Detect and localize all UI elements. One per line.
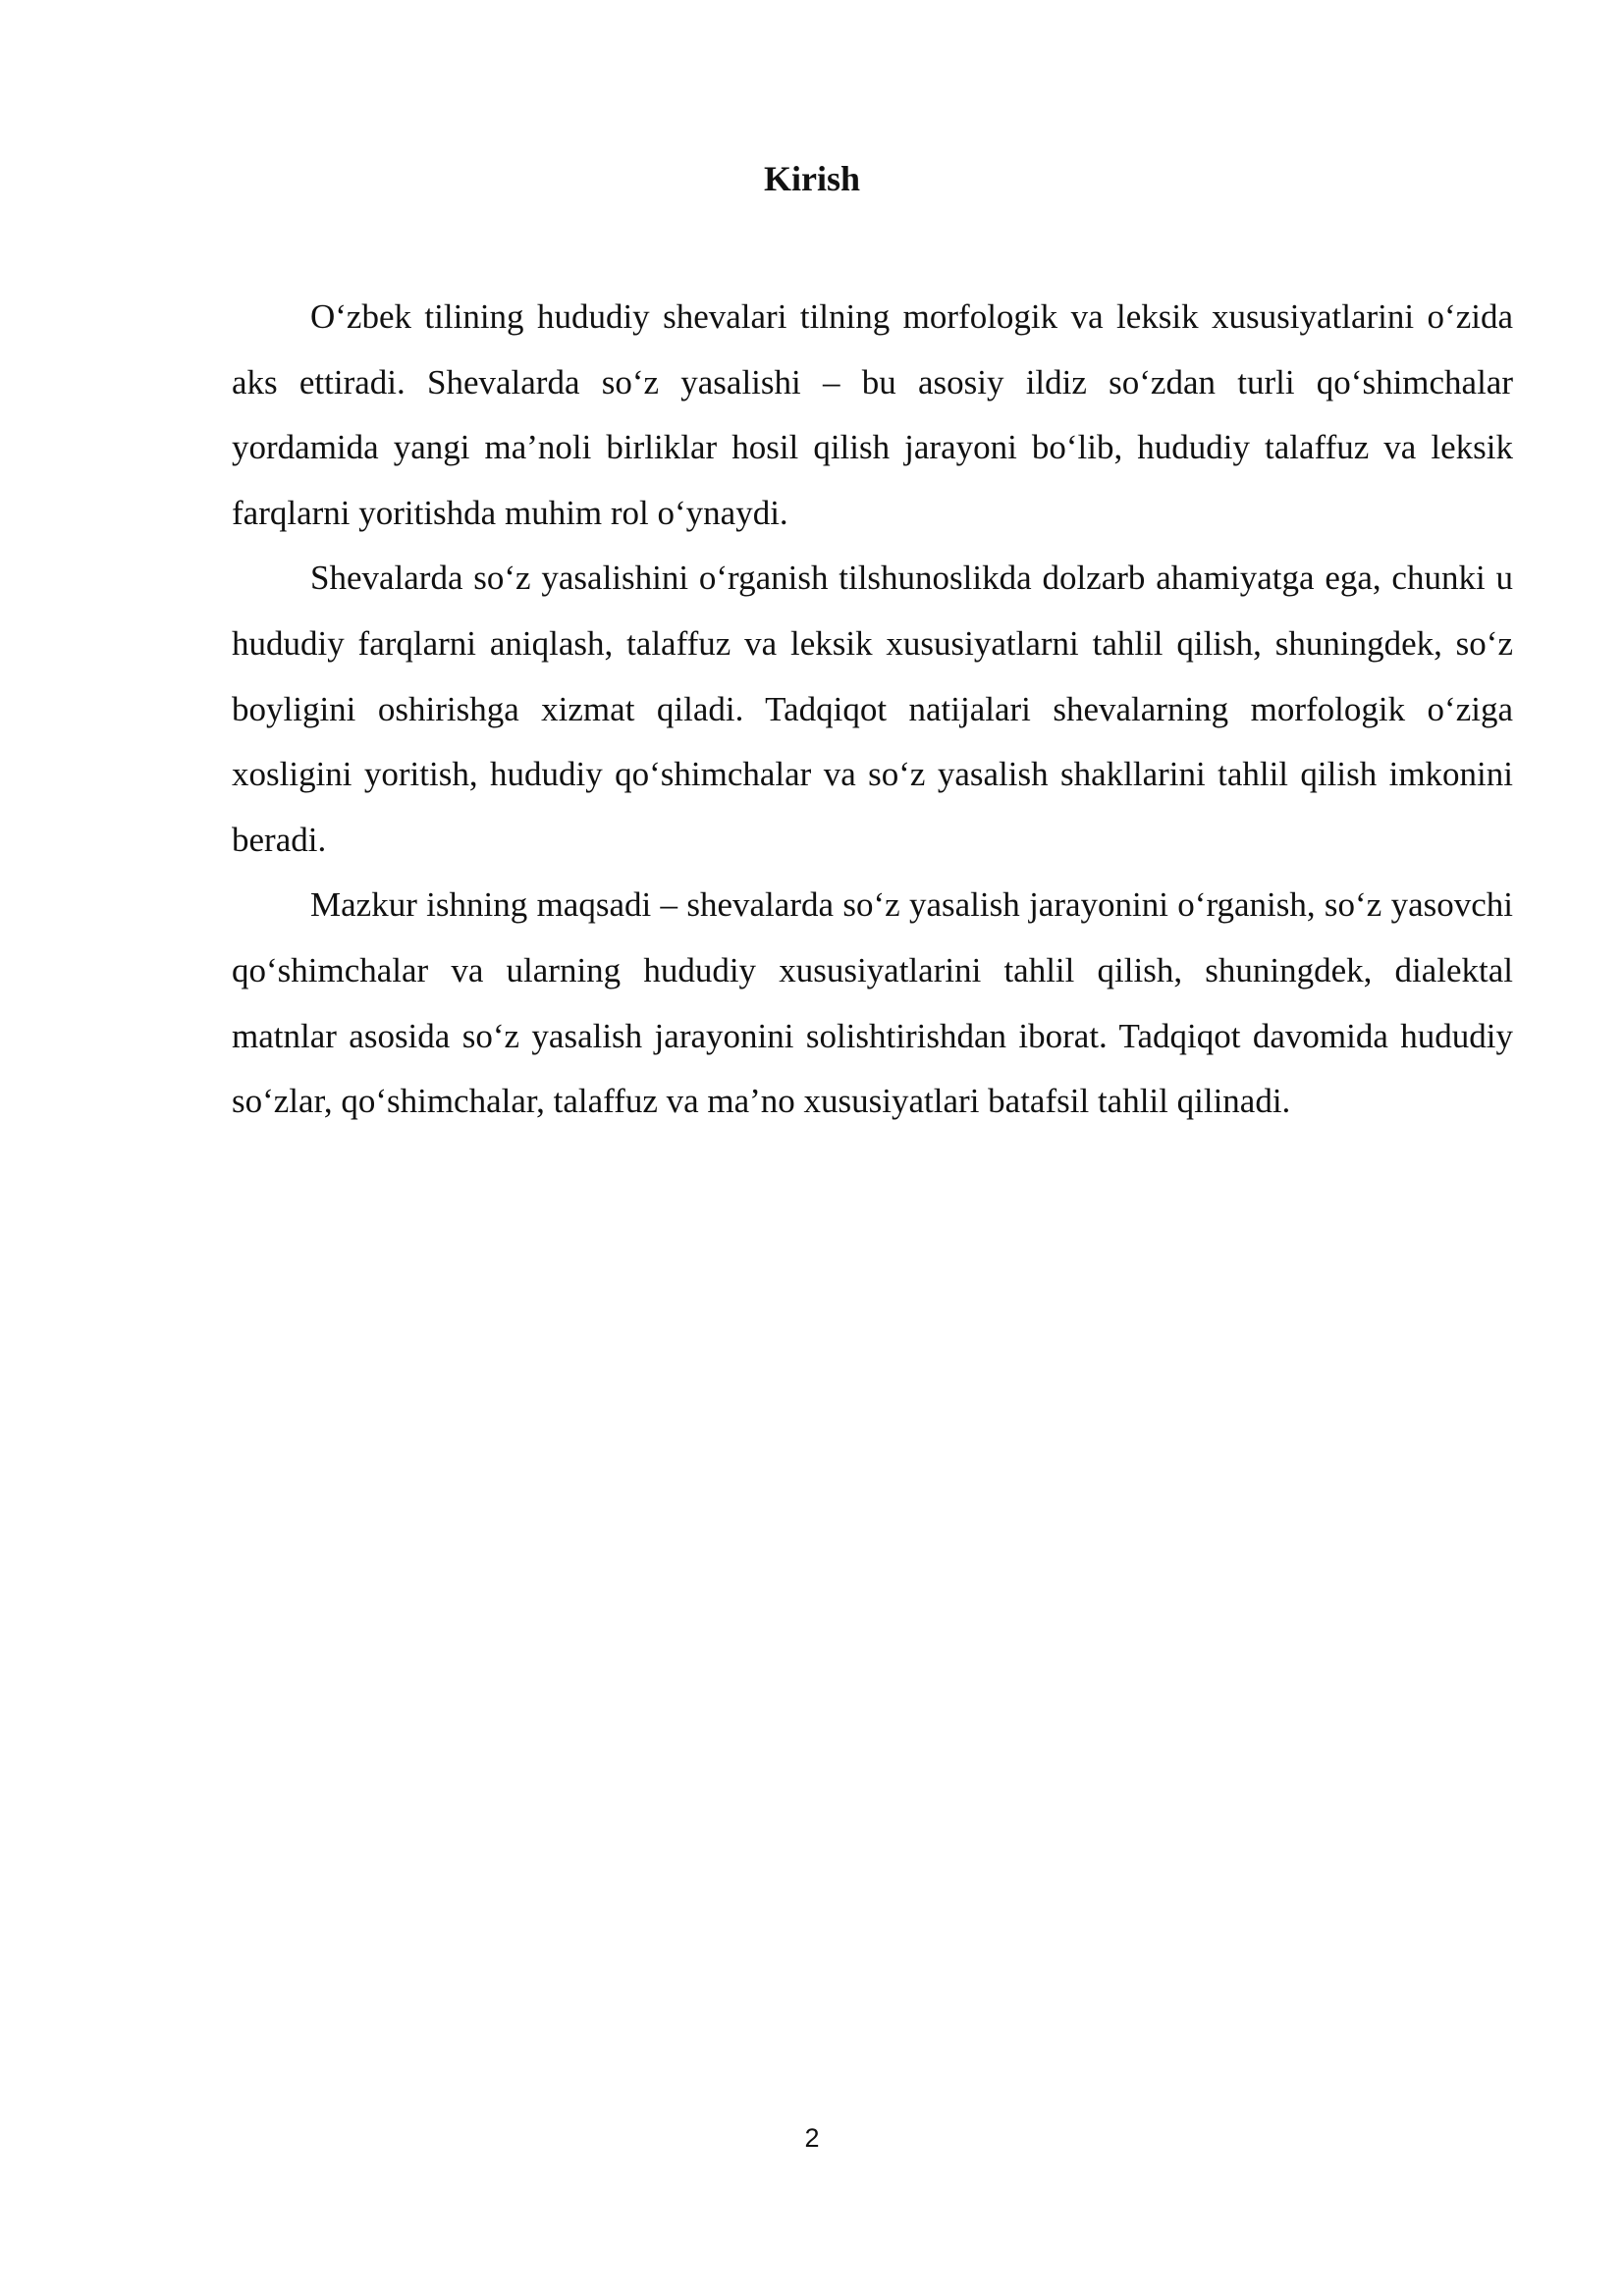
paragraph-3: Mazkur ishning maqsadi – shevalarda so‘z yasalish jarayonini o‘rganish, so‘z yasovchi qo‘shimchalar va ularning hududiy xususiyatlarini tahlil qilish, shuningdek, dialektal matnlar asosida so‘z yasalish jarayonini solishtirishdan iborat. Tadqiqot davomida hududiy so‘zlar, qo‘shimchalar, talaffuz va ma’no xususiyatlari batafsil tahlil qilinadi.	[232, 885, 1513, 1121]
page-title: Kirish	[763, 159, 860, 198]
paragraph-2: Shevalarda so‘z yasalishini o‘rganish tilshunoslikda dolzarb ahamiyatga ega, chunki u hududiy farqlarni aniqlash, talaffuz va leksik xususiyatlarni tahlil qilish, shuningdek, so‘z boyligini oshirishga xizmat qiladi. Tadqiqot natijalari shevalarning morfologik o‘ziga xosligini yoritish, hududiy qo‘shimchalar va so‘z yasalish shakllarini tahlil qilish imkonini beradi.	[232, 559, 1513, 859]
page-number: 2	[804, 2123, 820, 2153]
body-text	[232, 285, 1513, 1135]
paragraph-1: O‘zbek tilining hududiy shevalari tilning morfologik va leksik xususiyatlarini o‘zida aks ettiradi. Shevalarda so‘z yasalishi – bu asosiy ildiz so‘zdan turli qo‘shimchalar yordamida yangi ma’noli birliklar hosil qilish jarayoni bo‘lib, hududiy talaffuz va leksik farqlarni yoritishda muhim rol o‘ynaydi.	[232, 297, 1513, 532]
